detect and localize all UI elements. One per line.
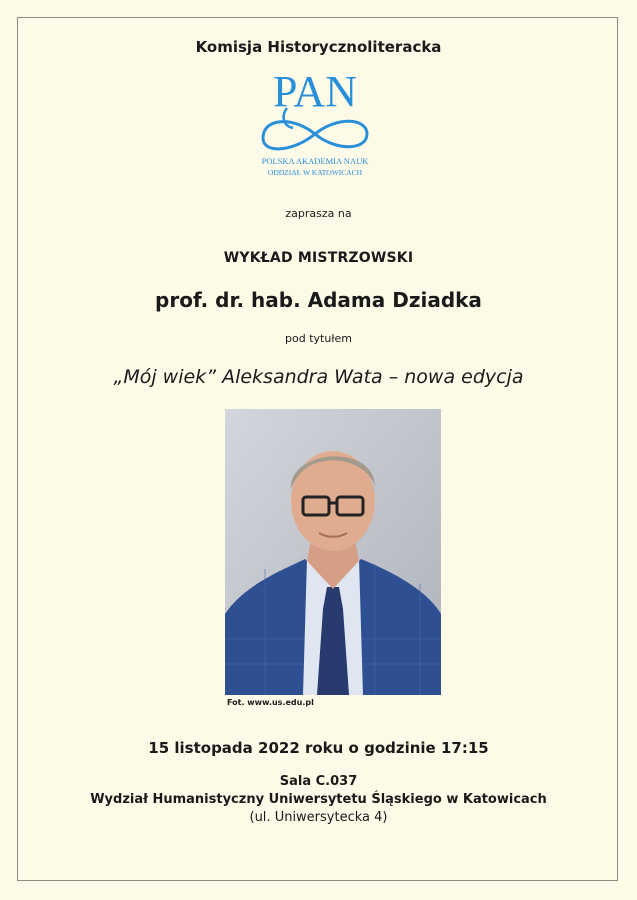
event-faculty: Wydział Humanistyczny Uniwersytetu Śląskiego w Katowicach xyxy=(90,792,547,807)
event-date-time: 15 listopada 2022 roku o godzinie 17:15 xyxy=(148,739,489,757)
photo-credit: Fot. www.us.edu.pl xyxy=(227,698,314,707)
speaker-name: prof. dr. hab. Adama Dziadka xyxy=(155,288,482,312)
invites-text: zaprasza na xyxy=(285,207,352,220)
event-address: (ul. Uniwersytecka 4) xyxy=(249,810,388,825)
event-room: Sala C.037 xyxy=(279,774,358,789)
logo-line-2: ODDZIAŁ W KATOWICACH xyxy=(267,168,363,177)
logo-main-text: PAN xyxy=(273,67,357,116)
infinity-icon xyxy=(263,121,367,149)
titled-text: pod tytułem xyxy=(285,332,352,345)
organizer-name: Komisja Historycznoliteracka xyxy=(195,38,442,56)
lecture-type: WYKŁAD MISTRZOWSKI xyxy=(223,250,414,266)
logo-line-1: POLSKA AKADEMIA NAUK xyxy=(261,156,369,166)
lecture-title: „Mój wiek” Aleksandra Wata – nowa edycja xyxy=(113,366,524,388)
pan-logo xyxy=(253,66,377,186)
speaker-photo xyxy=(225,409,441,695)
